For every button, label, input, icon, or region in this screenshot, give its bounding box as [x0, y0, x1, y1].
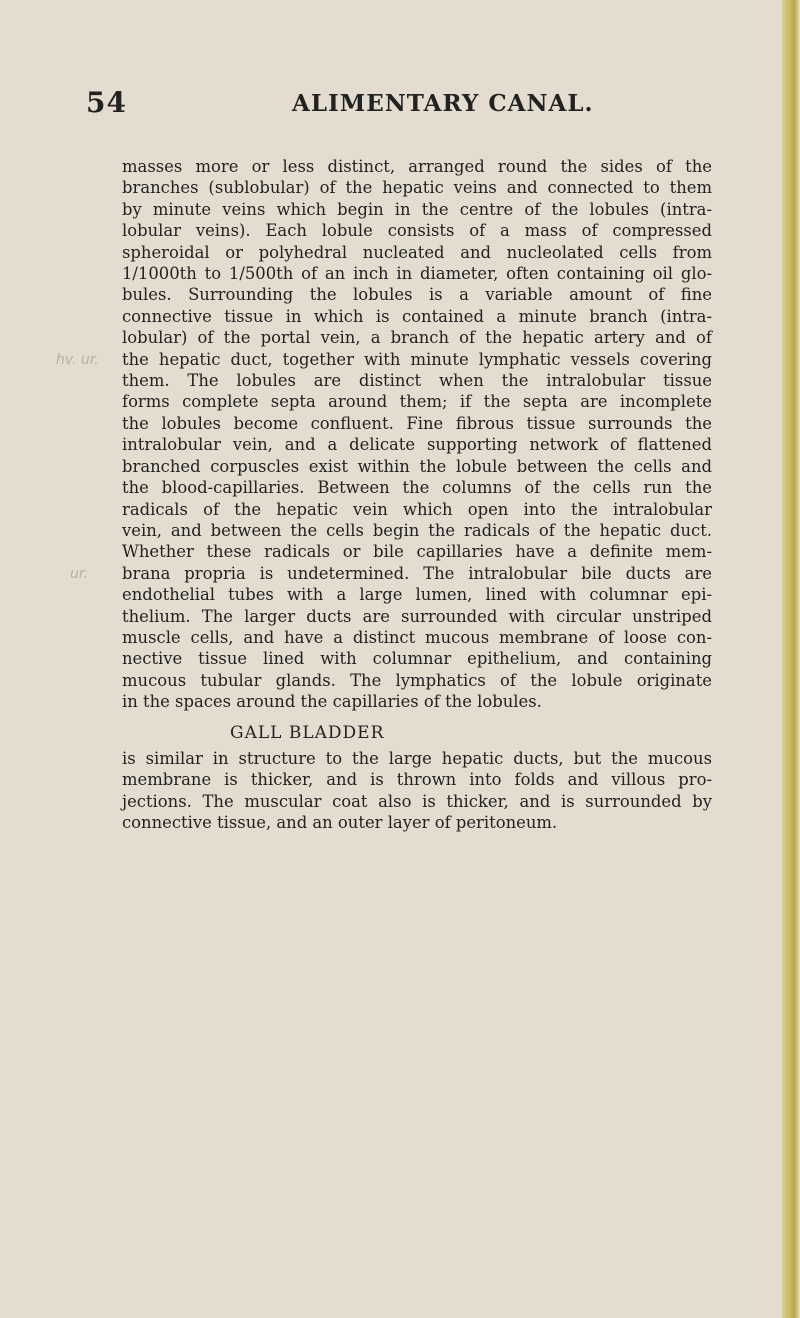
text-line: radicals of the hepatic vein which open into the intralobular: [122, 499, 712, 519]
margin-note: ur.: [70, 566, 88, 582]
page-edge: [782, 0, 800, 1318]
text-line: lobular) of the portal vein, a branch of the hepatic artery and of: [122, 328, 712, 348]
text-line: branches (sublobular) of the hepatic veins and connected to them: [122, 178, 712, 198]
text-line: brana propria is undetermined. The intralobular bile ducts are: [122, 563, 712, 583]
body-text: [122, 156, 712, 834]
text-line: by minute veins which begin in the centre of the lobules (intra-: [122, 199, 712, 219]
text-line: branched corpuscles exist within the lobule between the cells and: [122, 456, 712, 476]
text-line: intralobular vein, and a delicate supporting network of flattened: [122, 435, 712, 455]
text-line: nective tissue lined with columnar epithelium, and containing: [122, 649, 712, 669]
text-line: them. The lobules are distinct when the intralobular tissue: [122, 371, 712, 391]
section-heading: GALL BLADDER: [230, 722, 385, 743]
text-line: bules. Surrounding the lobules is a variable amount of fine: [122, 285, 712, 305]
text-line: membrane is thicker, and is thrown into folds and villous pro-: [122, 770, 712, 790]
text-line: mucous tubular glands. The lymphatics of the lobule originate: [122, 670, 712, 690]
text-line: connective tissue in which is contained a minute branch (intra-: [122, 306, 712, 326]
text-line: the lobules become confluent. Fine fibrous tissue surrounds the: [122, 413, 712, 433]
text-line: forms complete septa around them; if the septa are incomplete: [122, 392, 712, 412]
text-line: Whether these radicals or bile capillaries have a definite mem-: [122, 542, 712, 562]
text-line: the blood-capillaries. Between the columns of the cells run the: [122, 478, 712, 498]
text-line: connective tissue, and an outer layer of peritoneum.: [122, 813, 558, 833]
text-line: thelium. The larger ducts are surrounded with circular unstriped: [122, 606, 712, 626]
text-line: is similar in structure to the large hepatic ducts, but the mucous: [122, 748, 712, 768]
text-line: muscle cells, and have a distinct mucous membrane of loose con-: [122, 627, 712, 647]
text-line: jections. The muscular coat also is thicker, and is surrounded by: [122, 791, 712, 811]
text-line: spheroidal or polyhedral nucleated and nucleolated cells from: [122, 242, 712, 262]
running-head: ALIMENTARY CANAL.: [292, 90, 594, 117]
text-line: 1/1000th to 1/500th of an inch in diameter, often containing oil glo-: [122, 264, 712, 284]
text-line: the hepatic duct, together with minute lymphatic vessels covering: [122, 349, 712, 369]
page-number: 54: [86, 86, 127, 119]
text-line: endothelial tubes with a large lumen, lined with columnar epi-: [122, 585, 712, 605]
margin-note: hv. ur.: [56, 352, 99, 368]
text-line: in the spaces around the capillaries of the lobules.: [122, 692, 542, 712]
text-line: masses more or less distinct, arranged round the sides of the: [122, 157, 712, 176]
paragraph-gall-bladder: [122, 748, 712, 834]
page-header: [86, 86, 716, 122]
text-line: lobular veins). Each lobule consists of a mass of compressed: [122, 221, 712, 241]
paragraph-liver-lobules: [122, 156, 712, 713]
text-line: vein, and between the cells begin the radicals of the hepatic duct.: [122, 520, 712, 540]
